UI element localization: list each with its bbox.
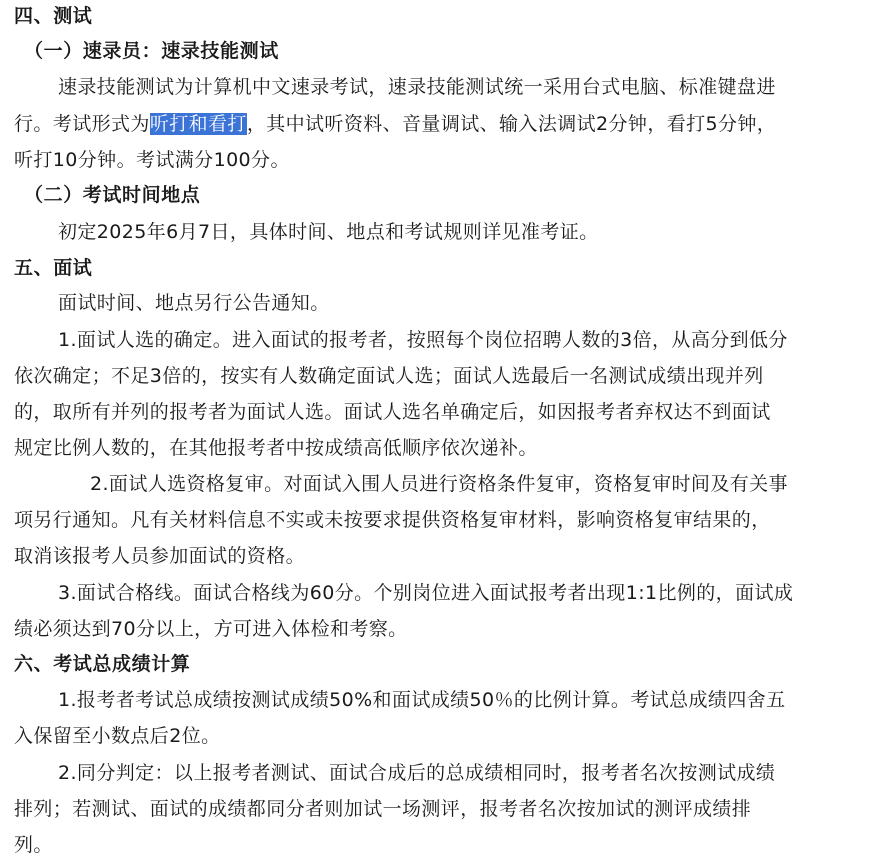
paragraph-line: 取消该报考人员参加面试的资格。 <box>14 545 306 567</box>
paragraph-line: 2.面试人选资格复审。对面试入围人员进行资格条件复审，资格复审时间及有关事 <box>90 473 788 495</box>
paragraph-line: 1.面试人选的确定。进入面试的报考者，按照每个岗位招聘人数的3倍，从高分到低分 <box>58 329 788 351</box>
paragraph-line: 听打10分钟。考试满分100分。 <box>14 149 290 171</box>
text-segment: 行。考试形式为 <box>14 113 150 135</box>
subsection-4-2-heading: （二）考试时间地点 <box>24 184 201 206</box>
paragraph-line: 绩必须达到70分以上，方可进入体检和考察。 <box>14 618 408 640</box>
paragraph-line: 面试时间、地点另行公告通知。 <box>58 292 330 314</box>
paragraph-line: 列。 <box>14 834 53 856</box>
paragraph-line: 3.面试合格线。面试合格线为60分。个别岗位进入面试报考者出现1:1比例的，面试成 <box>58 582 794 604</box>
paragraph-line: 排列；若测试、面试的成绩都同分者则加试一场测评，报考者名次按加试的测评成绩排 <box>14 798 752 820</box>
paragraph-line: 入保留至小数点后2位。 <box>14 725 221 747</box>
paragraph-line: 1.报考者考试总成绩按测试成绩50%和面试成绩50％的比例计算。考试总成绩四舍五 <box>58 689 786 711</box>
paragraph-line: 依次确定；不足3倍的，按实有人数确定面试人选；面试人选最后一名测试成绩出现并列 <box>14 365 764 387</box>
section-5-heading: 五、面试 <box>14 257 93 279</box>
section-4-heading: 四、测试 <box>14 5 93 27</box>
paragraph-line: 的，取所有并列的报考者为面试人选。面试人选名单确定后，如因报考者弃权达不到面试 <box>14 401 771 423</box>
paragraph-line: 规定比例人数的，在其他报考者中按成绩高低顺序依次递补。 <box>14 437 538 459</box>
selected-text[interactable]: 听打和看打 <box>149 113 247 135</box>
text-segment: ，其中试听资料、音量调试、输入法调试2分钟，看打5分钟， <box>246 113 777 135</box>
subsection-4-1-heading: （一）速录员：速录技能测试 <box>24 40 279 62</box>
section-6-heading: 六、考试总成绩计算 <box>14 653 191 675</box>
paragraph-line: 项另行通知。凡有关材料信息不实或未按要求提供资格复审材料，影响资格复审结果的， <box>14 509 771 531</box>
paragraph-line: 初定2025年6月7日，具体时间、地点和考试规则详见准考证。 <box>58 221 599 243</box>
paragraph-line: 2.同分判定：以上报考者测试、面试合成后的总成绩相同时，报考者名次按测试成绩 <box>58 762 776 784</box>
paragraph-line-with-selection <box>14 111 776 137</box>
paragraph-line: 速录技能测试为计算机中文速录考试，速录技能测试统一采用台式电脑、标准键盘进 <box>58 76 776 98</box>
